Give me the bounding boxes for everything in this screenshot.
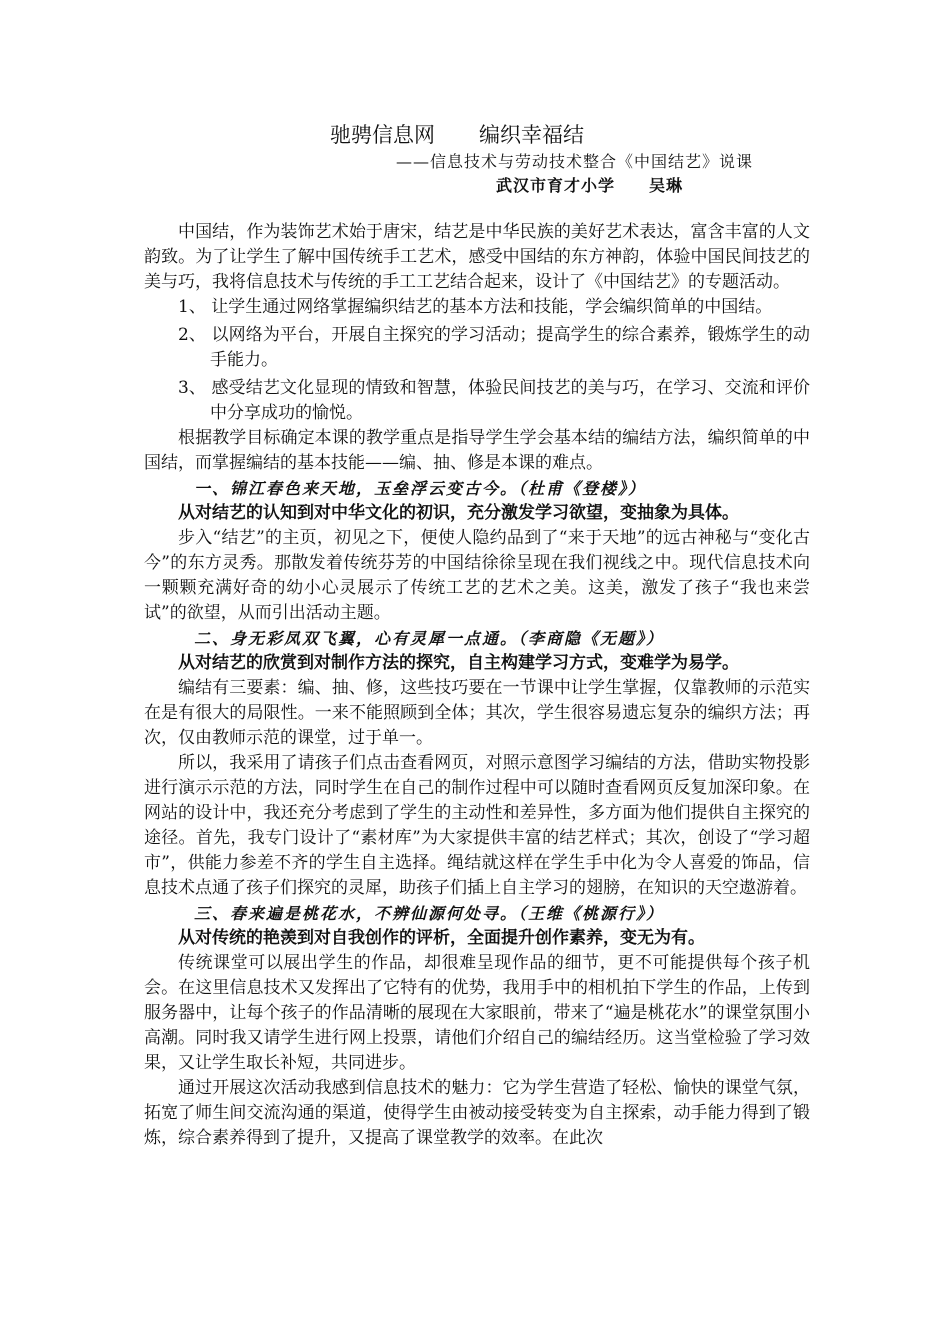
section-2-poem: 二、身无彩凤双飞翼，心有灵犀一点通。（李商隐《无题》） [194, 629, 665, 648]
section-3-poem: 三、春来遍是桃花水，不辨仙源何处寻。（王维《桃源行》） [194, 904, 665, 923]
section-1-poem: 一、锦江春色来天地，玉垒浮云变古今。（杜甫《登楼》） [194, 479, 647, 498]
focus-paragraph: 根据教学目标确定本课的教学重点是指导学生学会基本结的编结方法，编织简单的中国结，而掌握编结的基本技能——编、抽、修是本课的难点。 [144, 428, 810, 473]
section-3-paragraph-2: 通过开展这次活动我感到信息技术的魅力：它为学生营造了轻松、愉快的课堂气氛，拓宽了师生间交流沟通的渠道，使得学生由被动接受转变为自主探索，动手能力得到了锻炼，综合素养得到了提升，又提高了课堂教学的效率。在此次 [144, 1078, 810, 1148]
section-1-paragraph: 步入“结艺”的主页，初见之下，便使人隐约品到了“来于天地”的远古神秘与“变化古今”的东方灵秀。那散发着传统芬芳的中国结徐徐呈现在我们视线之中。现代信息技术向一颗颗充满好奇的幼小心灵展示了传统工艺的艺术之美。这美，激发了孩子“我也来尝试”的欲望，从而引出活动主题。 [144, 528, 810, 623]
section-2-paragraph-1: 编结有三要素：编、抽、修，这些技巧要在一节课中让学生掌握，仅靠教师的示范实在是有很大的局限性。一来不能照顾到全体；其次，学生很容易遗忘复杂的编织方法；再次，仅由教师示范的课堂，过于单一。 [144, 678, 810, 748]
section-2-paragraph-2: 所以，我采用了请孩子们点击查看网页，对照示意图学习编结的方法，借助实物投影进行演示示范的方法，同时学生在自己的制作过程中可以随时查看网页反复加深印象。在网站的设计中，我还充分考虑到了学生的主动性和差异性，多方面为他们提供自主探究的途径。首先，我专门设计了“素材库”为大家提供丰富的结艺样式；其次，创设了“学习超市”，供能力参差不齐的学生自主选择。绳结就这样在学生手中化为令人喜爱的饰品，信息技术点通了孩子们探究的灵犀，助孩子们插上自主学习的翅膀，在知识的天空遨游着。 [144, 753, 810, 898]
author-name: 吴琳 [649, 176, 684, 195]
goal-item-1: 1、 让学生通过网络掌握编织结艺的基本方法和技能，学会编织简单的中国结。 [178, 297, 773, 317]
section-3-lead: 从对传统的艳羡到对自我创作的评析，全面提升创作素养，变无为有。 [178, 928, 705, 948]
intro-paragraph: 中国结，作为装饰艺术始于唐宋，结艺是中华民族的美好艺术表达，富含丰富的人文韵致。为了让学生了解中国传统手工艺术，感受中国结的东方神韵，体验中国民间技艺的美与巧，我将信息技术与传统的手工工艺结合起来，设计了《中国结艺》的专题活动。 [144, 222, 810, 292]
title-right: 编织幸福结 [479, 123, 584, 147]
goal-item-3: 3、 感受结艺文化显现的情致和智慧，体验民间技艺的美与巧，在学习、交流和评价中分享成功的愉悦。 [178, 378, 810, 423]
document-body [144, 220, 810, 1151]
page-title [330, 120, 750, 150]
school-name: 武汉市育才小学 [496, 176, 616, 195]
section-1-lead: 从对结艺的认知到对中华文化的初识，充分激发学习欲望，变抽象为具体。 [178, 503, 739, 523]
section-3-paragraph-1: 传统课堂可以展出学生的作品，却很难呈现作品的细节，更不可能提供每个孩子机会。在这里信息技术又发挥出了它特有的优势，我用手中的相机拍下学生的作品，上传到服务器中，让每个孩子的作品清晰的展现在大家眼前，带来了“遍是桃花水”的课堂氛围小高潮。同时我又请学生进行网上投票，请他们介绍自己的编结经历。这当堂检验了学习效果，又让学生取长补短，共同进步。 [144, 953, 810, 1073]
author-line [496, 174, 683, 198]
section-2-lead: 从对结艺的欣赏到对制作方法的探究，自主构建学习方式，变难学为易学。 [178, 653, 739, 673]
page-subtitle: ——信息技术与劳动技术整合《中国结艺》说课 [396, 152, 754, 171]
goal-item-2: 2、 以网络为平台，开展自主探究的学习活动；提高学生的综合素养，锻炼学生的动手能力。 [178, 325, 810, 370]
title-left: 驰骋信息网 [330, 123, 435, 147]
